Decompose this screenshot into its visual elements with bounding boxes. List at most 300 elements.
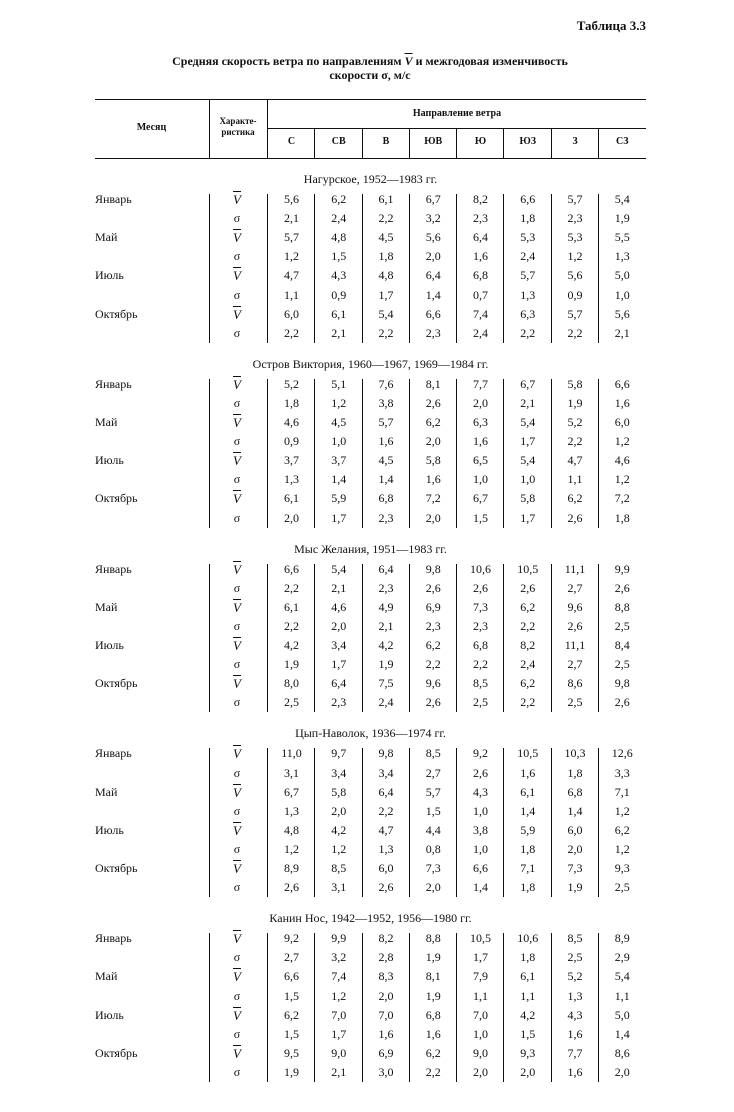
month-label: Май	[95, 969, 118, 984]
value-cell: 2,4	[378, 695, 394, 710]
value-cell: 6,8	[473, 638, 488, 652]
column-divider	[456, 379, 457, 528]
value-cell: 4,2	[284, 638, 299, 652]
month-label: Октябрь	[95, 1045, 138, 1060]
value-cell: 1,2	[567, 249, 583, 264]
value-cell: 6,5	[473, 453, 488, 468]
value-cell: 1,2	[331, 841, 347, 856]
value-cell: 6,9	[425, 599, 441, 614]
value-cell: 9,9	[331, 931, 347, 946]
value-cell: 8,2	[378, 931, 394, 946]
value-cell: 3,1	[284, 765, 299, 780]
value-cell: 6,2	[331, 192, 347, 206]
value-cell: 1,3	[567, 988, 583, 1003]
value-cell: 1,5	[331, 249, 347, 264]
value-cell: 1,9	[378, 657, 394, 672]
value-cell: 1,7	[331, 1026, 347, 1041]
value-cell: 1,7	[520, 510, 536, 525]
characteristic-v: $\overline{V}$	[233, 784, 241, 800]
value-cell: 3,3	[614, 765, 630, 780]
value-cell: 5,0	[614, 268, 630, 283]
value-cell: 10,5	[517, 561, 539, 576]
value-cell: 6,1	[378, 192, 394, 206]
value-cell: 4,8	[284, 822, 299, 837]
characteristic-v: $\overline{V}$	[233, 638, 241, 653]
value-cell: 8,0	[284, 676, 299, 691]
value-cell: 5,6	[614, 306, 630, 321]
value-cell: 1,8	[520, 880, 536, 895]
value-cell: 6,3	[473, 415, 488, 429]
value-cell: 9,6	[425, 676, 441, 691]
value-cell: 2,2	[378, 211, 394, 226]
value-cell: 6,4	[473, 230, 488, 245]
value-cell: 3,4	[331, 765, 347, 780]
column-divider	[503, 379, 504, 528]
value-cell: 2,5	[614, 618, 630, 633]
characteristic-v: $\overline{V}$	[233, 861, 241, 876]
value-cell: 7,2	[425, 491, 441, 506]
value-cell: 6,6	[473, 861, 488, 875]
header-characteristic-line-1: Характе-	[219, 116, 257, 126]
month-label: Октябрь	[95, 861, 138, 875]
value-cell: 2,7	[425, 765, 441, 780]
title-line-1	[95, 54, 645, 68]
column-divider	[456, 194, 457, 343]
value-cell: 6,1	[284, 599, 299, 614]
value-cell: 1,8	[567, 765, 583, 780]
value-cell: 5,4	[331, 561, 347, 576]
value-cell: 1,2	[614, 803, 630, 818]
value-cell: 0,7	[473, 287, 488, 302]
column-divider	[598, 564, 599, 713]
value-cell: 7,3	[473, 599, 488, 614]
direction-header-4: ЮВ	[424, 136, 443, 147]
value-cell: 8,1	[425, 376, 441, 391]
value-cell: 6,9	[378, 1045, 394, 1060]
value-cell: 6,1	[284, 491, 299, 506]
value-cell: 1,2	[331, 395, 347, 410]
station-heading: Мыс Желания, 1951—1983 гг.	[294, 541, 447, 556]
value-cell: 1,6	[567, 1026, 583, 1041]
header-month-label: Месяц	[136, 122, 167, 133]
header-column-divider	[551, 128, 552, 158]
value-cell: 5,2	[567, 969, 583, 984]
value-cell: 5,7	[284, 230, 299, 245]
column-divider	[551, 194, 552, 343]
column-divider	[362, 194, 363, 343]
column-divider	[598, 379, 599, 528]
value-cell: 2,5	[473, 695, 488, 710]
characteristic-sigma: σ	[233, 657, 241, 672]
month-label: Июль	[95, 822, 124, 837]
column-divider	[598, 748, 599, 897]
value-cell: 1,0	[473, 1026, 488, 1041]
value-cell: 10,6	[517, 931, 539, 946]
value-cell: 6,1	[331, 306, 347, 321]
value-cell: 6,2	[614, 822, 630, 837]
value-cell: 0,9	[331, 287, 347, 302]
value-cell: 2,4	[473, 325, 488, 340]
month-label: Июль	[95, 1007, 124, 1022]
block-divider	[209, 748, 210, 897]
characteristic-sigma: σ	[233, 618, 241, 633]
value-cell: 6,0	[378, 861, 394, 875]
column-divider	[314, 194, 315, 343]
value-cell: 6,0	[567, 822, 583, 837]
value-cell: 9,5	[284, 1045, 299, 1060]
value-cell: 6,4	[378, 561, 394, 576]
value-cell: 1,9	[567, 880, 583, 895]
direction-header-5: Ю	[474, 136, 487, 147]
value-cell: 10,3	[564, 746, 586, 761]
value-cell: 1,6	[378, 1026, 394, 1041]
month-label: Январь	[95, 746, 132, 761]
value-cell: 6,4	[378, 784, 394, 799]
value-cell: 2,0	[331, 618, 347, 633]
value-cell: 5,6	[284, 192, 299, 206]
value-cell: 1,7	[520, 434, 536, 449]
value-cell: 6,2	[520, 676, 536, 691]
value-cell: 2,2	[567, 434, 583, 449]
direction-header-8: СЗ	[616, 136, 629, 147]
value-cell: 4,6	[284, 415, 299, 429]
value-cell: 7,5	[378, 676, 394, 691]
value-cell: 8,5	[567, 931, 583, 946]
value-cell: 6,2	[567, 491, 583, 506]
value-cell: 4,8	[378, 268, 394, 283]
value-cell: 8,6	[614, 1045, 630, 1060]
value-cell: 4,3	[473, 784, 488, 799]
value-cell: 2,5	[614, 657, 630, 672]
value-cell: 1,6	[567, 1064, 583, 1079]
value-cell: 1,3	[520, 287, 536, 302]
title-text-before: Средняя скорость ветра по направлениям	[172, 54, 402, 68]
value-cell: 2,2	[520, 325, 536, 340]
value-cell: 3,2	[331, 950, 347, 965]
value-cell: 1,4	[567, 803, 583, 818]
month-label: Июль	[95, 268, 124, 283]
value-cell: 2,5	[567, 695, 583, 710]
column-divider	[456, 564, 457, 713]
value-cell: 1,6	[378, 434, 394, 449]
value-cell: 9,3	[614, 861, 630, 875]
value-cell: 2,3	[567, 211, 583, 226]
month-label: Январь	[95, 561, 132, 576]
value-cell: 6,8	[378, 491, 394, 506]
value-cell: 1,9	[425, 950, 441, 965]
column-divider	[409, 379, 410, 528]
direction-header-1: С	[287, 136, 296, 147]
characteristic-sigma: σ	[233, 325, 241, 340]
value-cell: 4,7	[567, 453, 583, 468]
station-heading: Остров Виктория, 1960—1967, 1969—1984 гг.	[252, 356, 489, 371]
value-cell: 1,5	[284, 988, 299, 1003]
column-divider	[267, 564, 268, 713]
characteristic-v: $\overline{V}$	[233, 969, 241, 985]
value-cell: 2,3	[425, 325, 441, 340]
value-cell: 7,3	[567, 861, 583, 875]
value-cell: 1,2	[284, 249, 299, 264]
value-cell: 5,7	[567, 192, 583, 206]
column-divider	[267, 379, 268, 528]
value-cell: 3,8	[473, 822, 488, 837]
value-cell: 1,0	[473, 803, 488, 818]
value-cell: 8,9	[614, 931, 630, 946]
value-cell: 7,1	[614, 784, 630, 799]
value-cell: 6,6	[520, 192, 536, 206]
column-divider	[503, 194, 504, 343]
value-cell: 6,2	[425, 415, 441, 429]
value-cell: 6,8	[473, 268, 488, 283]
value-cell: 6,7	[473, 491, 488, 506]
value-cell: 5,4	[614, 192, 630, 206]
month-label: Май	[95, 230, 118, 245]
value-cell: 6,1	[520, 784, 536, 799]
header-column-divider	[314, 128, 315, 158]
value-cell: 2,6	[284, 880, 299, 895]
value-cell: 2,0	[331, 803, 347, 818]
value-cell: 2,9	[614, 950, 630, 965]
characteristic-v: $\overline{V}$	[233, 561, 241, 577]
value-cell: 7,7	[473, 376, 488, 391]
value-cell: 6,8	[425, 1007, 441, 1022]
block-divider	[209, 379, 210, 528]
value-cell: 5,2	[567, 415, 583, 429]
value-cell: 2,2	[378, 803, 394, 818]
value-cell: 2,5	[614, 880, 630, 895]
value-cell: 1,8	[520, 950, 536, 965]
value-cell: 1,2	[614, 841, 630, 856]
value-cell: 6,6	[425, 306, 441, 321]
header-direction-label: Направление ветра	[412, 108, 502, 119]
value-cell: 1,9	[284, 1064, 299, 1079]
characteristic-v: $\overline{V}$	[233, 931, 241, 947]
header-column-divider	[598, 128, 599, 158]
value-cell: 8,8	[425, 931, 441, 946]
value-cell: 1,7	[378, 287, 394, 302]
value-cell: 6,0	[284, 306, 299, 321]
value-cell: 2,6	[614, 695, 630, 710]
value-cell: 1,4	[331, 472, 347, 487]
value-cell: 10,6	[470, 561, 491, 576]
column-divider	[267, 194, 268, 343]
value-cell: 7,6	[378, 376, 394, 391]
characteristic-sigma: σ	[233, 1064, 241, 1079]
characteristic-v: $\overline{V}$	[233, 306, 241, 322]
characteristic-v: $\overline{V}$	[233, 230, 241, 246]
value-cell: 4,7	[378, 822, 394, 837]
value-cell: 2,6	[614, 580, 630, 595]
characteristic-v: $\overline{V}$	[233, 599, 241, 615]
value-cell: 1,3	[284, 803, 299, 818]
table-title	[95, 54, 645, 82]
value-cell: 4,9	[378, 599, 394, 614]
value-cell: 7,4	[331, 969, 347, 984]
characteristic-sigma: σ	[233, 510, 241, 525]
value-cell: 5,7	[567, 306, 583, 321]
characteristic-sigma: σ	[233, 988, 241, 1003]
value-cell: 1,6	[425, 472, 441, 487]
value-cell: 2,6	[473, 765, 488, 780]
station-heading: Нагурское, 1952—1983 гг.	[303, 172, 438, 186]
value-cell: 8,5	[331, 861, 347, 875]
value-cell: 2,0	[425, 880, 441, 895]
value-cell: 1,8	[520, 211, 536, 226]
value-cell: 10,5	[517, 746, 539, 761]
value-cell: 4,8	[331, 230, 347, 245]
value-cell: 4,7	[284, 268, 299, 283]
value-cell: 5,7	[425, 784, 441, 799]
value-cell: 9,0	[473, 1045, 488, 1060]
value-cell: 0,8	[425, 841, 441, 856]
value-cell: 2,2	[520, 618, 536, 633]
value-cell: 2,2	[425, 657, 441, 672]
value-cell: 6,6	[284, 969, 299, 984]
value-cell: 2,2	[284, 618, 299, 633]
column-divider	[409, 933, 410, 1082]
value-cell: 1,5	[425, 803, 441, 818]
value-cell: 2,2	[284, 325, 299, 340]
value-cell: 5,6	[567, 268, 583, 283]
value-cell: 12,6	[611, 746, 633, 761]
direction-header-6: ЮЗ	[519, 136, 537, 147]
characteristic-sigma: σ	[233, 841, 241, 856]
value-cell: 5,8	[425, 453, 441, 468]
value-cell: 2,0	[567, 841, 583, 856]
column-divider	[551, 933, 552, 1082]
value-cell: 4,3	[331, 268, 347, 283]
value-cell: 9,3	[520, 1045, 536, 1060]
table-label: Таблица 3.3	[576, 18, 646, 33]
value-cell: 1,0	[473, 472, 488, 487]
value-cell: 1,9	[567, 395, 583, 410]
value-cell: 1,1	[473, 988, 488, 1003]
value-cell: 5,4	[520, 453, 536, 468]
value-cell: 5,3	[520, 230, 536, 245]
value-cell: 1,7	[473, 950, 488, 965]
value-cell: 1,2	[331, 988, 347, 1003]
value-cell: 8,3	[378, 969, 394, 984]
value-cell: 1,4	[425, 287, 441, 302]
title-v-symbol: $\overline{V}$	[404, 54, 413, 68]
characteristic-v: $\overline{V}$	[233, 268, 241, 284]
value-cell: 2,1	[331, 325, 347, 340]
value-cell: 8,4	[614, 638, 630, 652]
value-cell: 2,0	[473, 395, 488, 410]
characteristic-sigma: σ	[233, 287, 241, 302]
column-divider	[267, 933, 268, 1082]
characteristic-v: $\overline{V}$	[233, 676, 241, 692]
value-cell: 6,2	[284, 1007, 299, 1022]
column-divider	[503, 564, 504, 713]
value-cell: 3,8	[378, 395, 394, 410]
value-cell: 11,1	[564, 561, 586, 576]
value-cell: 2,1	[284, 211, 299, 226]
value-cell: 2,0	[614, 1064, 630, 1079]
characteristic-v: $\overline{V}$	[233, 415, 241, 430]
value-cell: 8,6	[567, 676, 583, 691]
characteristic-v: $\overline{V}$	[233, 822, 241, 838]
value-cell: 1,4	[520, 803, 536, 818]
value-cell: 9,8	[425, 561, 441, 576]
value-cell: 5,5	[614, 230, 630, 245]
value-cell: 3,0	[378, 1064, 394, 1079]
value-cell: 7,0	[378, 1007, 394, 1022]
characteristic-v: $\overline{V}$	[233, 453, 241, 469]
value-cell: 3,7	[331, 453, 347, 468]
column-divider	[362, 748, 363, 897]
characteristic-sigma: σ	[233, 950, 241, 965]
value-cell: 2,4	[331, 211, 347, 226]
value-cell: 2,6	[425, 395, 441, 410]
block-divider	[209, 933, 210, 1082]
column-divider	[314, 748, 315, 897]
value-cell: 1,4	[378, 472, 394, 487]
value-cell: 4,2	[520, 1007, 536, 1022]
value-cell: 2,0	[425, 434, 441, 449]
characteristic-v: $\overline{V}$	[233, 376, 241, 392]
value-cell: 8,2	[473, 192, 488, 206]
value-cell: 11,0	[281, 746, 302, 761]
column-divider	[267, 748, 268, 897]
column-divider	[598, 194, 599, 343]
month-label: Октябрь	[95, 491, 138, 506]
value-cell: 1,0	[520, 472, 536, 487]
value-cell: 2,2	[520, 695, 536, 710]
value-cell: 11,1	[564, 638, 586, 652]
value-cell: 5,4	[520, 415, 536, 429]
value-cell: 4,5	[378, 453, 394, 468]
value-cell: 2,7	[284, 950, 299, 965]
value-cell: 5,4	[614, 969, 630, 984]
value-cell: 1,1	[284, 287, 299, 302]
value-cell: 9,9	[614, 561, 630, 576]
header-column-divider	[409, 128, 410, 158]
value-cell: 6,6	[614, 376, 630, 391]
value-cell: 8,2	[520, 638, 536, 652]
value-cell: 2,1	[614, 325, 630, 340]
value-cell: 5,3	[567, 230, 583, 245]
value-cell: 2,2	[284, 580, 299, 595]
column-divider	[409, 194, 410, 343]
value-cell: 4,4	[425, 822, 441, 837]
direction-header-7: З	[572, 136, 578, 147]
value-cell: 2,5	[284, 695, 299, 710]
value-cell: 7,7	[567, 1045, 583, 1060]
value-cell: 6,7	[520, 376, 536, 391]
value-cell: 2,2	[473, 657, 488, 672]
value-cell: 7,4	[473, 306, 488, 321]
value-cell: 1,2	[284, 841, 299, 856]
value-cell: 2,6	[567, 618, 583, 633]
value-cell: 6,2	[425, 638, 441, 652]
value-cell: 1,0	[473, 841, 488, 856]
value-cell: 1,5	[473, 510, 488, 525]
value-cell: 6,3	[520, 306, 536, 321]
month-label: Январь	[95, 376, 132, 391]
value-cell: 2,3	[378, 510, 394, 525]
column-divider	[551, 379, 552, 528]
value-cell: 1,3	[614, 249, 630, 264]
value-cell: 1,8	[520, 841, 536, 856]
column-divider	[551, 748, 552, 897]
value-cell: 4,6	[331, 599, 347, 614]
value-cell: 5,7	[520, 268, 536, 283]
value-cell: 5,8	[567, 376, 583, 391]
value-cell: 4,3	[567, 1007, 583, 1022]
value-cell: 2,8	[378, 950, 394, 965]
column-divider	[503, 933, 504, 1082]
